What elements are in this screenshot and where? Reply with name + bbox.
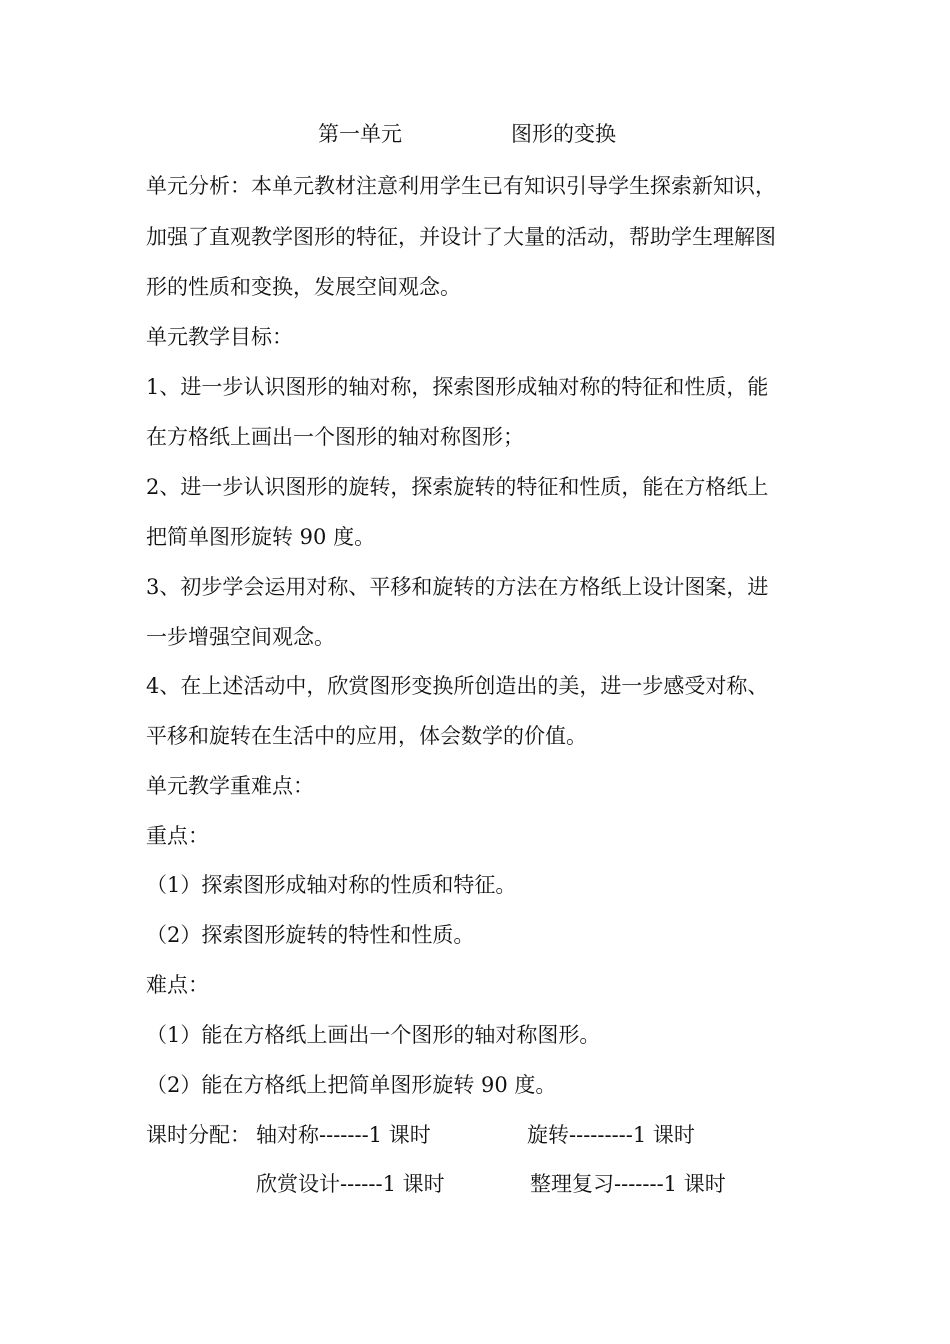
analysis-line-3: 形的性质和变换，发展空间观念。 xyxy=(146,275,461,299)
objective-4-line-2: 平移和旋转在生活中的应用，体会数学的价值。 xyxy=(146,724,587,748)
objective-3-line-1: 3、初步学会运用对称、平移和旋转的方法在方格纸上设计图案，进 xyxy=(146,575,769,599)
difficulty-heading: 难点： xyxy=(146,973,209,997)
schedule-label: 课时分配： xyxy=(146,1123,251,1147)
objective-4-line-1: 4、在上述活动中，欣赏图形变换所创造出的美，进一步感受对称、 xyxy=(146,674,769,698)
objectives-heading: 单元教学目标： xyxy=(146,325,293,349)
schedule-item-rotation: 旋转---------1 课时 xyxy=(527,1123,695,1147)
analysis-line-2: 加强了直观教学图形的特征，并设计了大量的活动，帮助学生理解图 xyxy=(146,225,776,249)
keypoints-heading: 单元教学重难点： xyxy=(146,774,314,798)
difficulty-1: （1）能在方格纸上画出一个图形的轴对称图形。 xyxy=(146,1023,601,1047)
key-point-2: （2）探索图形旋转的特性和性质。 xyxy=(146,923,475,947)
analysis-line-1: 单元分析：本单元教材注意利用学生已有知识引导学生探索新知识， xyxy=(146,174,776,198)
schedule-item-review: 整理复习-------1 课时 xyxy=(530,1172,726,1196)
difficulty-2: （2）能在方格纸上把简单图形旋转 90 度。 xyxy=(146,1073,557,1097)
key-point-1: （1）探索图形成轴对称的性质和特征。 xyxy=(146,873,517,897)
schedule-item-design: 欣赏设计------1 课时 xyxy=(256,1172,445,1196)
objective-2-line-2: 把简单图形旋转 90 度。 xyxy=(146,525,376,549)
title-unit: 第一单元 xyxy=(318,122,402,146)
objective-1-line-2: 在方格纸上画出一个图形的轴对称图形； xyxy=(146,425,524,449)
objective-2-line-1: 2、进一步认识图形的旋转，探索旋转的特征和性质，能在方格纸上 xyxy=(146,475,769,499)
objective-3-line-2: 一步增强空间观念。 xyxy=(146,625,335,649)
schedule-item-axial-symmetry: 轴对称-------1 课时 xyxy=(256,1123,431,1147)
objective-1-line-1: 1、进一步认识图形的轴对称，探索图形成轴对称的特征和性质，能 xyxy=(146,375,769,399)
title-topic: 图形的变换 xyxy=(511,122,616,146)
key-heading: 重点： xyxy=(146,824,209,848)
